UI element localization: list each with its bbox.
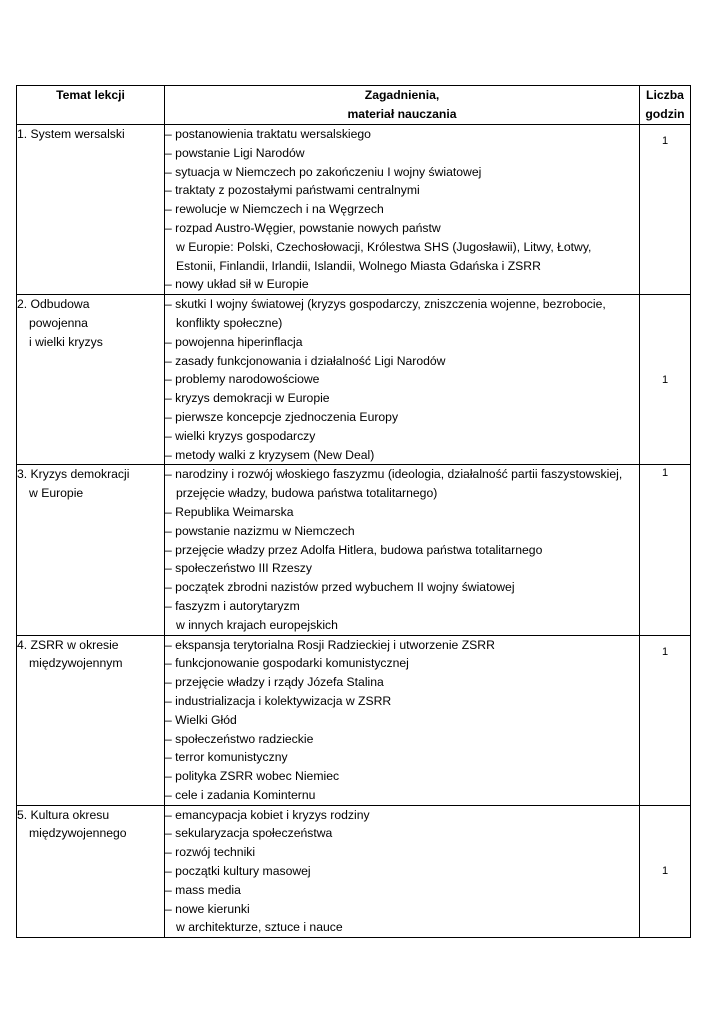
lesson-topic xyxy=(17,465,165,635)
content-item: – nowy układ sił w Europie xyxy=(165,277,309,292)
hours-value: 1 xyxy=(661,645,669,658)
content-item: – kryzys demokracji w Europie xyxy=(165,391,330,406)
content-item: – zasady funkcjonowania i działalność Ligi Narodów xyxy=(165,353,446,368)
lesson-topic xyxy=(17,295,165,465)
lesson-topic-line: powojenna xyxy=(29,315,88,330)
content-item: – funkcjonowanie gospodarki komunistycznej xyxy=(165,656,409,671)
lesson-content xyxy=(165,295,640,465)
content-item: – traktaty z pozostałymi państwami centralnymi xyxy=(165,183,420,198)
lesson-content xyxy=(165,125,640,295)
content-item: – rewolucje w Niemczech i na Węgrzech xyxy=(165,202,384,217)
hours-value: 1 xyxy=(661,135,669,147)
lesson-topic xyxy=(17,125,165,295)
lesson-hours xyxy=(640,805,691,938)
lesson-topic-line: 3. Kryzys demokracji xyxy=(17,467,130,482)
lesson-hours xyxy=(640,295,691,465)
lesson-content xyxy=(165,635,640,805)
content-item: – problemy narodowościowe xyxy=(165,372,320,387)
content-item: – polityka ZSRR wobec Niemiec xyxy=(165,769,340,784)
content-item: – mass media xyxy=(165,882,241,897)
table-row xyxy=(17,635,691,805)
lesson-hours xyxy=(640,465,691,635)
content-item: – przejęcie władzy przez Adolfa Hitlera, budowa państwa totalitarnego xyxy=(165,542,543,557)
lesson-topic-line: w Europie xyxy=(29,486,84,501)
lesson-topic-line: międzywojennego xyxy=(29,826,127,841)
content-item: – sekularyzacja społeczeństwa xyxy=(165,826,333,841)
lesson-content xyxy=(165,465,640,635)
lesson-topic-line: i wielki kryzys xyxy=(29,334,103,349)
lesson-topic-line: 5. Kultura okresu xyxy=(17,807,110,822)
lesson-topic-line: 4. ZSRR w okresie xyxy=(17,637,119,652)
lesson-topic-line: międzywojennym xyxy=(29,656,123,671)
header-topic: Temat lekcji xyxy=(17,86,165,125)
content-item: – sytuacja w Niemczech po zakończeniu I wojny światowej xyxy=(165,164,482,179)
lesson-topic xyxy=(17,635,165,805)
content-item: – powstanie nazizmu w Niemczech xyxy=(165,523,355,538)
content-item: – rozpad Austro-Węgier, powstanie nowych państw xyxy=(165,220,441,235)
syllabus-table xyxy=(16,85,691,938)
lesson-content xyxy=(165,805,640,938)
header-content: Zagadnienia, materiał nauczania xyxy=(165,86,640,125)
content-item: – cele i zadania Kominternu xyxy=(165,787,316,802)
content-item: – początki kultury masowej xyxy=(165,864,311,879)
content-item: – industrializacja i kolektywizacja w ZSRR xyxy=(165,693,392,708)
content-item: – wielki kryzys gospodarczy xyxy=(165,428,316,443)
content-item: – Wielki Głód xyxy=(165,712,237,727)
content-item: – powojenna hiperinflacja xyxy=(165,334,303,349)
content-item: – początek zbrodni nazistów przed wybuchem II wojny światowej xyxy=(165,580,515,595)
content-item: w Europie: Polski, Czechosłowacji, Królestwa SHS (Jugosławii), Litwy, Łotwy, xyxy=(176,239,592,254)
content-item: – przejęcie władzy i rządy Józefa Stalina xyxy=(165,675,384,690)
hours-value: 1 xyxy=(661,373,669,386)
content-item: – emancypacja kobiet i kryzys rodziny xyxy=(165,807,370,822)
content-item: Estonii, Finlandii, Irlandii, Islandii, Wolnego Miasta Gdańska i ZSRR xyxy=(176,258,541,273)
header-row xyxy=(17,86,691,125)
content-item: – ekspansja terytorialna Rosji Radzieckiej i utworzenie ZSRR xyxy=(165,637,495,652)
content-item: – postanowienia traktatu wersalskiego xyxy=(165,127,371,141)
table-row xyxy=(17,125,691,295)
lesson-topic-line: 2. Odbudowa xyxy=(17,297,90,312)
content-item: – terror komunistyczny xyxy=(165,750,288,765)
lesson-topic-line: 1. System wersalski xyxy=(17,127,125,141)
content-item: – rozwój techniki xyxy=(165,845,256,860)
table-row xyxy=(17,465,691,635)
lesson-topic xyxy=(17,805,165,938)
hours-value: 1 xyxy=(661,865,669,878)
content-item: – pierwsze koncepcje zjednoczenia Europy xyxy=(165,409,399,424)
table-row xyxy=(17,805,691,938)
content-item: – społeczeństwo radzieckie xyxy=(165,731,314,746)
content-item: – nowe kierunki xyxy=(165,901,250,916)
content-item: – metody walki z kryzysem (New Deal) xyxy=(165,447,375,462)
content-item: – powstanie Ligi Narodów xyxy=(165,145,305,160)
content-item: – społeczeństwo III Rzeszy xyxy=(165,561,312,576)
content-item: – Republika Weimarska xyxy=(165,504,294,519)
hours-value: 1 xyxy=(661,467,669,480)
table-row xyxy=(17,295,691,465)
content-item: w architekturze, sztuce i nauce xyxy=(176,920,343,935)
content-item: w innych krajach europejskich xyxy=(176,617,338,632)
content-item: konflikty społeczne) xyxy=(176,315,283,330)
content-item: – narodziny i rozwój włoskiego faszyzmu (ideologia, działalność partii faszystowskiej, xyxy=(165,467,623,482)
content-item: przejęcie władzy, budowa państwa totalitarnego) xyxy=(176,486,438,501)
header-hours: Liczba godzin xyxy=(640,86,691,125)
content-item: – skutki I wojny światowej (kryzys gospodarczy, zniszczenia wojenne, bezrobocie, xyxy=(165,297,606,312)
lesson-hours xyxy=(640,635,691,805)
content-item: – faszyzm i autorytaryzm xyxy=(165,598,300,613)
lesson-hours xyxy=(640,125,691,295)
